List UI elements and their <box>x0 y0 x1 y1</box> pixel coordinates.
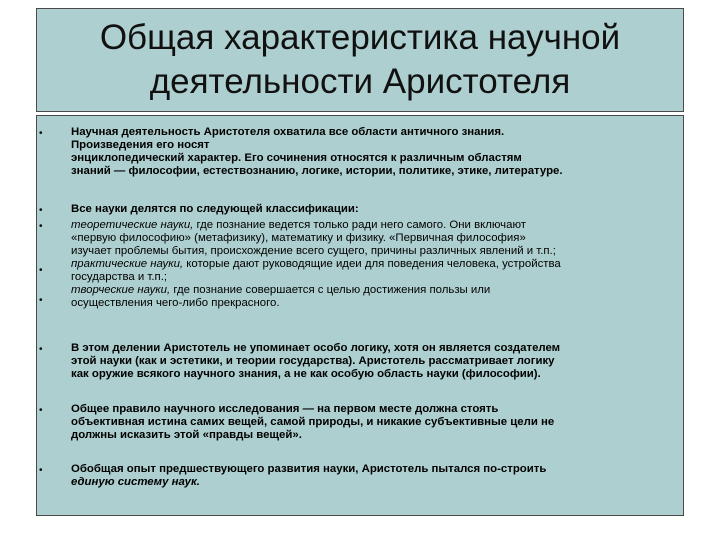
list-item-text <box>71 403 677 442</box>
slide-title-line-2: деятельности Аристотеля <box>149 62 571 101</box>
term-practical: практические науки, <box>71 258 184 270</box>
text-line: Произведения его носят <box>71 139 210 151</box>
text-line: Обобщая опыт предшествующего развития науки, Аристотель пытался по-строить <box>71 463 547 475</box>
list-item-text <box>71 342 677 381</box>
text-line: энциклопедический характер. Его сочинения относятся к различным областям <box>71 152 522 164</box>
list-item-text <box>71 203 677 310</box>
text-line: осуществления чего-либо прекрасного. <box>71 297 280 309</box>
term-poetic: творческие науки, <box>71 284 171 296</box>
list-item-text <box>71 126 677 178</box>
text-line: В этом делении Аристотель не упоминает особо логику, хотя он является создателем <box>71 342 561 354</box>
text-line: Общее правило научного исследования — на первом месте должна стоять <box>71 403 499 415</box>
text-line: должны исказить этой «правды вещей». <box>71 429 302 441</box>
slide-title-box <box>36 8 684 112</box>
text-line: практические науки, которые дают руководящие идеи для поведения человека, устройства <box>71 258 561 270</box>
text-line: объективная истина самих вещей, самой природы, и никакие субъективные цели не <box>71 416 555 428</box>
text-line: знаний — философии, естествознанию, логике, истории, политике, этике, литературе. <box>71 165 563 177</box>
text-line: Научная деятельность Аристотеля охватила все области античного знания. <box>71 126 505 138</box>
text-line: «первую философию» (метафизику), математику и физику. «Первичная философия» <box>71 232 526 244</box>
slide-body-box: • Научная деятельность Аристотеля охватила все области античного знания. Произведения его носят энциклопедический характер. Его сочинения относятся к различным областям знаний — философии, естествознанию, логике, истории, политике, этике, литературе. • • • • Все науки делятся по следующей классификации: теоретические науки, где познание ведется только ради него самого. Они включают «первую философию» (метафизику), математику и физику. «Первичная философия» изучает проблемы бытия, происхождение всего сущего, причины различных явлений и т.п.; практические науки, которые дают руководящие идеи для поведения человека, устройства государства и т.п.; творческие науки, где познание совершается с целью достижения пользы или осуществления чего-либо прекрасного. • В этом делении Аристотель не упоминает особо логику, хотя он является создателем этой науки (как и эстетики, и теории государства). Аристотель рассматривает логику как оружие всякого научного знания, а не как особую область науки (философии). • Общее правило научного исследования — на первом месте должна стоять объективная истина самих вещей, самой природы, и никакие субъективные цели не должны исказить этой «правды вещей». • Обобщая опыт предшествующего развития науки, Аристотель пытался по-строить единую систему наук. <box>36 115 684 516</box>
text-line: изучает проблемы бытия, происхождение всего сущего, причины различных явлений и т.п.; <box>71 245 556 257</box>
list-item-text <box>71 463 677 489</box>
term-theoretical: теоретические науки, <box>71 219 194 231</box>
text-line: государства и т.п.; <box>71 271 168 283</box>
slide-title-line-1: Общая характеристика научной <box>99 18 621 57</box>
text-line: этой науки (как и эстетики, и теории государства). Аристотель рассматривает логику <box>71 355 555 367</box>
text-line: как оружие всякого научного знания, а не как особую область науки (философии). <box>71 368 541 380</box>
text-line: творческие науки, где познание совершается с целью достижения пользы или <box>71 284 491 296</box>
text-line: теоретические науки, где познание ведется только ради него самого. Они включают <box>71 219 526 231</box>
classification-heading: Все науки делятся по следующей классификации: <box>71 203 359 215</box>
text-line: единую систему наук. <box>71 476 200 488</box>
